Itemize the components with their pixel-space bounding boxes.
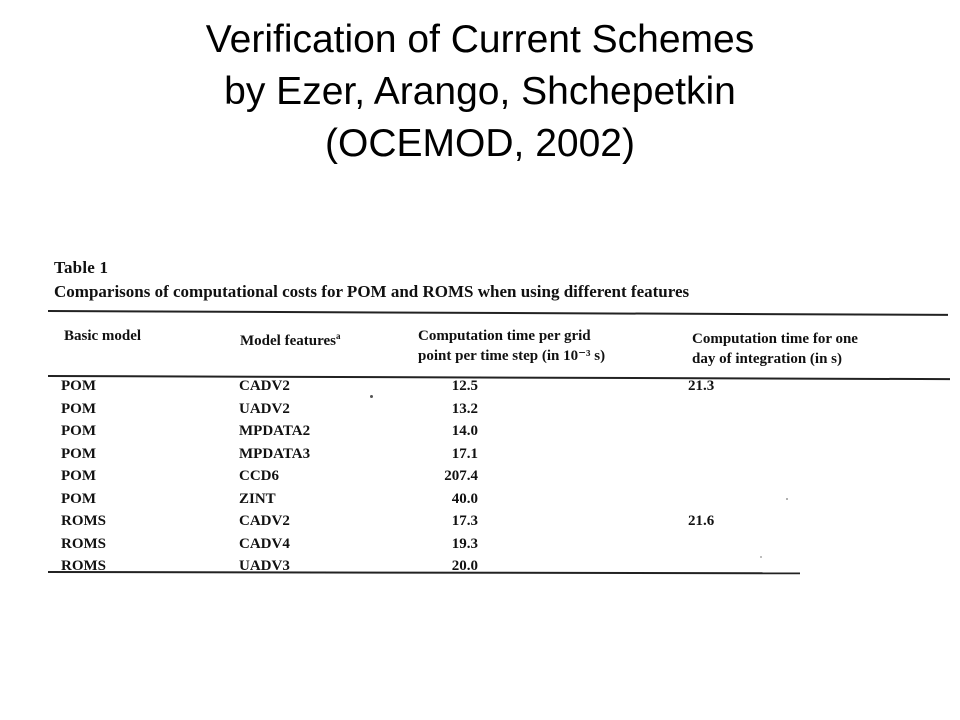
- cell-model-feature: CADV4: [239, 535, 290, 552]
- cell-time-per-point: 19.3: [451, 535, 478, 552]
- cell-model-feature: CADV2: [239, 513, 290, 529]
- cell-model-feature: UADV3: [239, 558, 290, 574]
- slide-title-line-2: by Ezer, Arango, Shchepetkin: [224, 70, 736, 113]
- cell-basic-model: POM: [61, 378, 96, 394]
- cell-model-feature: ZINT: [239, 490, 276, 507]
- cell-time-per-point: 12.5: [451, 378, 478, 394]
- cell-model-feature: UADV2: [239, 400, 290, 417]
- header-time-per-day-line-2: day of integration (in s): [692, 351, 842, 367]
- table-row: [48, 511, 908, 534]
- cell-model-feature: MPDATA2: [239, 423, 311, 439]
- cell-model-feature: CCD6: [239, 468, 279, 484]
- cell-basic-model: POM: [61, 468, 96, 484]
- cell-basic-model: ROMS: [61, 513, 106, 529]
- header-time-per-day-line-1: Computation time for one: [692, 331, 858, 347]
- table-row: [48, 489, 908, 512]
- cell-basic-model: POM: [61, 423, 96, 439]
- table-caption: Table 1: [54, 258, 109, 277]
- table-subcaption: Comparisons of computational costs for POM and ROMS when using different features: [54, 282, 690, 301]
- header-model-features: [240, 326, 340, 351]
- cell-time-per-point: 207.4: [444, 468, 478, 484]
- cell-basic-model: POM: [61, 490, 96, 507]
- header-model-features-label: Model features: [240, 333, 336, 349]
- slide-title-line-1: Verification of Current Schemes: [205, 18, 755, 61]
- header-time-per-day: [692, 329, 858, 369]
- table-row: [48, 376, 908, 399]
- table-row: [48, 444, 908, 467]
- cell-basic-model: ROMS: [61, 535, 106, 552]
- table-row: [48, 556, 908, 579]
- cell-time-per-point: 17.1: [451, 445, 478, 462]
- scan-speck: [786, 498, 788, 500]
- footnote-marker: a: [335, 331, 341, 341]
- cell-time-per-point: 40.0: [451, 490, 478, 507]
- scan-speck: [760, 556, 762, 558]
- cell-model-feature: MPDATA3: [239, 445, 311, 462]
- cell-basic-model: POM: [61, 445, 96, 462]
- cell-time-per-point: 20.0: [451, 558, 478, 574]
- table-row: [48, 399, 908, 422]
- cell-time-per-day: 21.3: [688, 378, 715, 394]
- slide-title-line-3: (OCEMOD, 2002): [325, 122, 635, 165]
- header-time-per-point-line-2: point per time step (in 10⁻³ s): [418, 348, 606, 364]
- table-top-rule: [48, 310, 948, 316]
- header-basic-model-label: Basic model: [64, 328, 142, 344]
- header-basic-model: [64, 326, 141, 346]
- header-time-per-point-line-1: Computation time per grid: [418, 328, 591, 344]
- cell-model-feature: CADV2: [239, 378, 290, 394]
- cell-time-per-point: 14.0: [451, 423, 478, 439]
- table-row: [48, 534, 908, 557]
- table-row: [48, 421, 908, 444]
- table-row: [48, 466, 908, 489]
- cell-time-per-day: 21.6: [688, 513, 715, 529]
- cell-basic-model: POM: [61, 400, 96, 417]
- cell-time-per-point: 17.3: [451, 513, 478, 529]
- scanned-table: [48, 258, 908, 583]
- cell-basic-model: ROMS: [61, 558, 106, 574]
- table-body: [48, 375, 908, 579]
- scan-speck: [370, 395, 373, 398]
- slide-title: [0, 14, 960, 170]
- header-time-per-point: [418, 326, 605, 366]
- cell-time-per-point: 13.2: [451, 400, 478, 417]
